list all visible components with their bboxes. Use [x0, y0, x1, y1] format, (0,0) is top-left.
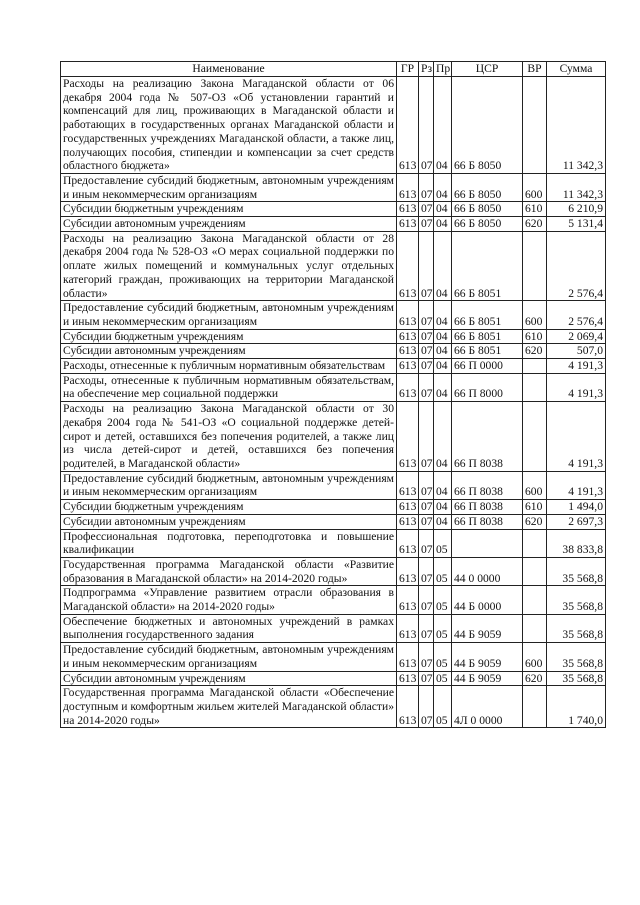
- table-row: [61, 301, 606, 329]
- budget-table: [60, 61, 606, 728]
- header-csr: ЦСР: [452, 62, 523, 77]
- cell-gr: 613: [397, 359, 419, 374]
- cell-name: Субсидии бюджетным учреждениям: [61, 202, 397, 217]
- cell-csr: 44 Б 9059: [452, 671, 523, 686]
- cell-gr: 613: [397, 671, 419, 686]
- table-row: [61, 686, 606, 728]
- cell-sum: 4 191,3: [547, 471, 606, 499]
- cell-rz: 07: [419, 344, 434, 359]
- cell-pr: 05: [434, 686, 452, 728]
- cell-name: Субсидии бюджетным учреждениям: [61, 329, 397, 344]
- table-row: [61, 77, 606, 174]
- cell-gr: 613: [397, 329, 419, 344]
- cell-sum: 35 568,8: [547, 643, 606, 671]
- cell-rz: 07: [419, 301, 434, 329]
- cell-vr: 620: [523, 217, 547, 232]
- cell-sum: 2 576,4: [547, 231, 606, 301]
- cell-vr: 610: [523, 202, 547, 217]
- header-row: [61, 62, 606, 77]
- cell-sum: 507,0: [547, 344, 606, 359]
- cell-pr: 04: [434, 471, 452, 499]
- cell-csr: 66 П 8038: [452, 500, 523, 515]
- cell-pr: 04: [434, 514, 452, 529]
- cell-sum: 1 494,0: [547, 500, 606, 515]
- cell-sum: 4 191,3: [547, 402, 606, 472]
- cell-rz: 07: [419, 529, 434, 557]
- table-row: [61, 471, 606, 499]
- cell-vr: [523, 529, 547, 557]
- cell-name: Предоставление субсидий бюджетным, автономным учреждениям и иным некоммерческим организациям: [61, 301, 397, 329]
- cell-csr: 66 П 0000: [452, 359, 523, 374]
- cell-name: Государственная программа Магаданской области «Обеспечение доступным и комфортным жильем жителей Магаданской области» на 2014-2020 годы»: [61, 686, 397, 728]
- cell-gr: 613: [397, 557, 419, 585]
- table-row: [61, 217, 606, 232]
- cell-vr: [523, 586, 547, 614]
- cell-pr: 04: [434, 500, 452, 515]
- cell-name: Профессиональная подготовка, переподготовка и повышение квалификации: [61, 529, 397, 557]
- cell-csr: 66 П 8038: [452, 514, 523, 529]
- cell-sum: 4 191,3: [547, 359, 606, 374]
- cell-name: Обеспечение бюджетных и автономных учреждений в рамках выполнения государственного задания: [61, 614, 397, 642]
- table-row: [61, 173, 606, 201]
- cell-name: Расходы, отнесенные к публичным нормативным обязательствам, на обеспечение мер социальной поддержки: [61, 373, 397, 401]
- cell-csr: [452, 529, 523, 557]
- cell-rz: 07: [419, 202, 434, 217]
- table-row: [61, 671, 606, 686]
- cell-gr: 613: [397, 231, 419, 301]
- cell-vr: [523, 557, 547, 585]
- cell-rz: 07: [419, 557, 434, 585]
- table-row: [61, 643, 606, 671]
- cell-pr: 05: [434, 529, 452, 557]
- cell-sum: 35 568,8: [547, 586, 606, 614]
- header-gr: ГР: [397, 62, 419, 77]
- cell-rz: 07: [419, 614, 434, 642]
- cell-gr: 613: [397, 686, 419, 728]
- cell-name: Предоставление субсидий бюджетным, автономным учреждениям и иным некоммерческим организациям: [61, 173, 397, 201]
- cell-rz: 07: [419, 586, 434, 614]
- cell-vr: 620: [523, 671, 547, 686]
- cell-name: Предоставление субсидий бюджетным, автономным учреждениям и иным некоммерческим организациям: [61, 643, 397, 671]
- cell-gr: 613: [397, 344, 419, 359]
- cell-pr: 05: [434, 643, 452, 671]
- cell-pr: 04: [434, 231, 452, 301]
- cell-sum: 5 131,4: [547, 217, 606, 232]
- cell-name: Субсидии автономным учреждениям: [61, 344, 397, 359]
- cell-gr: 613: [397, 500, 419, 515]
- cell-rz: 07: [419, 686, 434, 728]
- cell-rz: 07: [419, 217, 434, 232]
- cell-rz: 07: [419, 402, 434, 472]
- cell-gr: 613: [397, 471, 419, 499]
- cell-gr: 613: [397, 514, 419, 529]
- cell-sum: 4 191,3: [547, 373, 606, 401]
- table-row: [61, 514, 606, 529]
- cell-csr: 66 П 8038: [452, 402, 523, 472]
- cell-csr: 44 Б 9059: [452, 614, 523, 642]
- cell-csr: 66 П 8000: [452, 373, 523, 401]
- cell-rz: 07: [419, 329, 434, 344]
- cell-rz: 07: [419, 373, 434, 401]
- cell-vr: 600: [523, 301, 547, 329]
- cell-pr: 04: [434, 173, 452, 201]
- table-row: [61, 614, 606, 642]
- cell-rz: 07: [419, 500, 434, 515]
- cell-rz: 07: [419, 173, 434, 201]
- cell-csr: 66 Б 8051: [452, 344, 523, 359]
- table-row: [61, 373, 606, 401]
- cell-sum: 35 568,8: [547, 671, 606, 686]
- cell-pr: 04: [434, 217, 452, 232]
- cell-sum: 11 342,3: [547, 77, 606, 174]
- cell-pr: 04: [434, 402, 452, 472]
- cell-sum: 38 833,8: [547, 529, 606, 557]
- cell-name: Субсидии автономным учреждениям: [61, 217, 397, 232]
- cell-csr: 66 Б 8050: [452, 202, 523, 217]
- cell-vr: [523, 77, 547, 174]
- table-row: [61, 402, 606, 472]
- table-row: [61, 344, 606, 359]
- cell-gr: 613: [397, 586, 419, 614]
- table-row: [61, 359, 606, 374]
- cell-rz: 07: [419, 643, 434, 671]
- cell-sum: 2 697,3: [547, 514, 606, 529]
- header-pr: Пр: [434, 62, 452, 77]
- cell-pr: 05: [434, 614, 452, 642]
- cell-rz: 07: [419, 471, 434, 499]
- table-row: [61, 329, 606, 344]
- cell-rz: 07: [419, 231, 434, 301]
- cell-vr: [523, 373, 547, 401]
- cell-gr: 613: [397, 402, 419, 472]
- cell-vr: 600: [523, 173, 547, 201]
- cell-csr: 66 Б 8051: [452, 329, 523, 344]
- cell-sum: 2 576,4: [547, 301, 606, 329]
- table-row: [61, 586, 606, 614]
- table-row: [61, 231, 606, 301]
- cell-csr: 66 Б 8051: [452, 301, 523, 329]
- cell-sum: 35 568,8: [547, 614, 606, 642]
- table-row: [61, 529, 606, 557]
- header-rz: Рз: [419, 62, 434, 77]
- cell-gr: 613: [397, 173, 419, 201]
- cell-sum: 2 069,4: [547, 329, 606, 344]
- cell-csr: 66 Б 8051: [452, 231, 523, 301]
- cell-pr: 04: [434, 329, 452, 344]
- table-row: [61, 202, 606, 217]
- cell-sum: 6 210,9: [547, 202, 606, 217]
- cell-gr: 613: [397, 529, 419, 557]
- cell-vr: 610: [523, 329, 547, 344]
- cell-vr: 600: [523, 643, 547, 671]
- table-row: [61, 557, 606, 585]
- cell-pr: 04: [434, 202, 452, 217]
- cell-sum: 35 568,8: [547, 557, 606, 585]
- cell-csr: 44 0 0000: [452, 557, 523, 585]
- cell-vr: 610: [523, 500, 547, 515]
- cell-gr: 613: [397, 643, 419, 671]
- cell-pr: 04: [434, 373, 452, 401]
- cell-name: Расходы на реализацию Закона Магаданской области от 30 декабря 2004 года № 541-ОЗ «О социальной поддержке детей-сирот и детей, оставшихся без попечения родителей, а также лиц из числа детей-сирот и детей, оставшихся без попечения родителей, в Магаданской области»: [61, 402, 397, 472]
- cell-csr: 44 Б 9059: [452, 643, 523, 671]
- cell-gr: 613: [397, 202, 419, 217]
- header-name: Наименование: [61, 62, 397, 77]
- cell-vr: [523, 359, 547, 374]
- header-vr: ВР: [523, 62, 547, 77]
- cell-name: Субсидии автономным учреждениям: [61, 514, 397, 529]
- cell-name: Расходы на реализацию Закона Магаданской области от 06 декабря 2004 года № 507-ОЗ «Об установлении гарантий и компенсаций для лиц, проживающих в Магаданской области и работающих в государственных органах Магаданской области и государственных учреждениях Магаданской области, а также лиц, получающих пособия, стипендии и компенсации за счет средств областного бюджета»: [61, 77, 397, 174]
- cell-csr: 66 Б 8050: [452, 173, 523, 201]
- table-row: [61, 500, 606, 515]
- header-sum: Сумма: [547, 62, 606, 77]
- cell-gr: 613: [397, 373, 419, 401]
- cell-name: Предоставление субсидий бюджетным, автономным учреждениям и иным некоммерческим организациям: [61, 471, 397, 499]
- cell-pr: 04: [434, 301, 452, 329]
- cell-gr: 613: [397, 77, 419, 174]
- cell-gr: 613: [397, 217, 419, 232]
- cell-rz: 07: [419, 514, 434, 529]
- cell-csr: 4Л 0 0000: [452, 686, 523, 728]
- table-body: [61, 77, 606, 728]
- cell-csr: 66 Б 8050: [452, 77, 523, 174]
- cell-pr: 04: [434, 359, 452, 374]
- cell-pr: 05: [434, 557, 452, 585]
- cell-name: Подпрограмма «Управление развитием отрасли образования в Магаданской области» на 2014-2020 годы»: [61, 586, 397, 614]
- cell-gr: 613: [397, 614, 419, 642]
- cell-vr: 600: [523, 471, 547, 499]
- cell-rz: 07: [419, 359, 434, 374]
- cell-sum: 11 342,3: [547, 173, 606, 201]
- cell-name: Государственная программа Магаданской области «Развитие образования в Магаданской области» на 2014-2020 годы»: [61, 557, 397, 585]
- cell-vr: 620: [523, 514, 547, 529]
- cell-vr: [523, 231, 547, 301]
- cell-rz: 07: [419, 671, 434, 686]
- cell-name: Расходы на реализацию Закона Магаданской области от 28 декабря 2004 года № 528-ОЗ «О мерах социальной поддержки по оплате жилых помещений и коммунальных услуг отдельных категорий граждан, проживающих на территории Магаданской области»: [61, 231, 397, 301]
- cell-sum: 1 740,0: [547, 686, 606, 728]
- cell-vr: 620: [523, 344, 547, 359]
- cell-pr: 04: [434, 77, 452, 174]
- cell-pr: 04: [434, 344, 452, 359]
- document-page: [60, 61, 605, 728]
- cell-pr: 05: [434, 671, 452, 686]
- cell-rz: 07: [419, 77, 434, 174]
- cell-name: Субсидии автономным учреждениям: [61, 671, 397, 686]
- cell-csr: 66 Б 8050: [452, 217, 523, 232]
- cell-vr: [523, 402, 547, 472]
- cell-csr: 44 Б 0000: [452, 586, 523, 614]
- cell-vr: [523, 686, 547, 728]
- cell-name: Субсидии бюджетным учреждениям: [61, 500, 397, 515]
- cell-csr: 66 П 8038: [452, 471, 523, 499]
- cell-vr: [523, 614, 547, 642]
- cell-name: Расходы, отнесенные к публичным нормативным обязательствам: [61, 359, 397, 374]
- cell-gr: 613: [397, 301, 419, 329]
- cell-pr: 05: [434, 586, 452, 614]
